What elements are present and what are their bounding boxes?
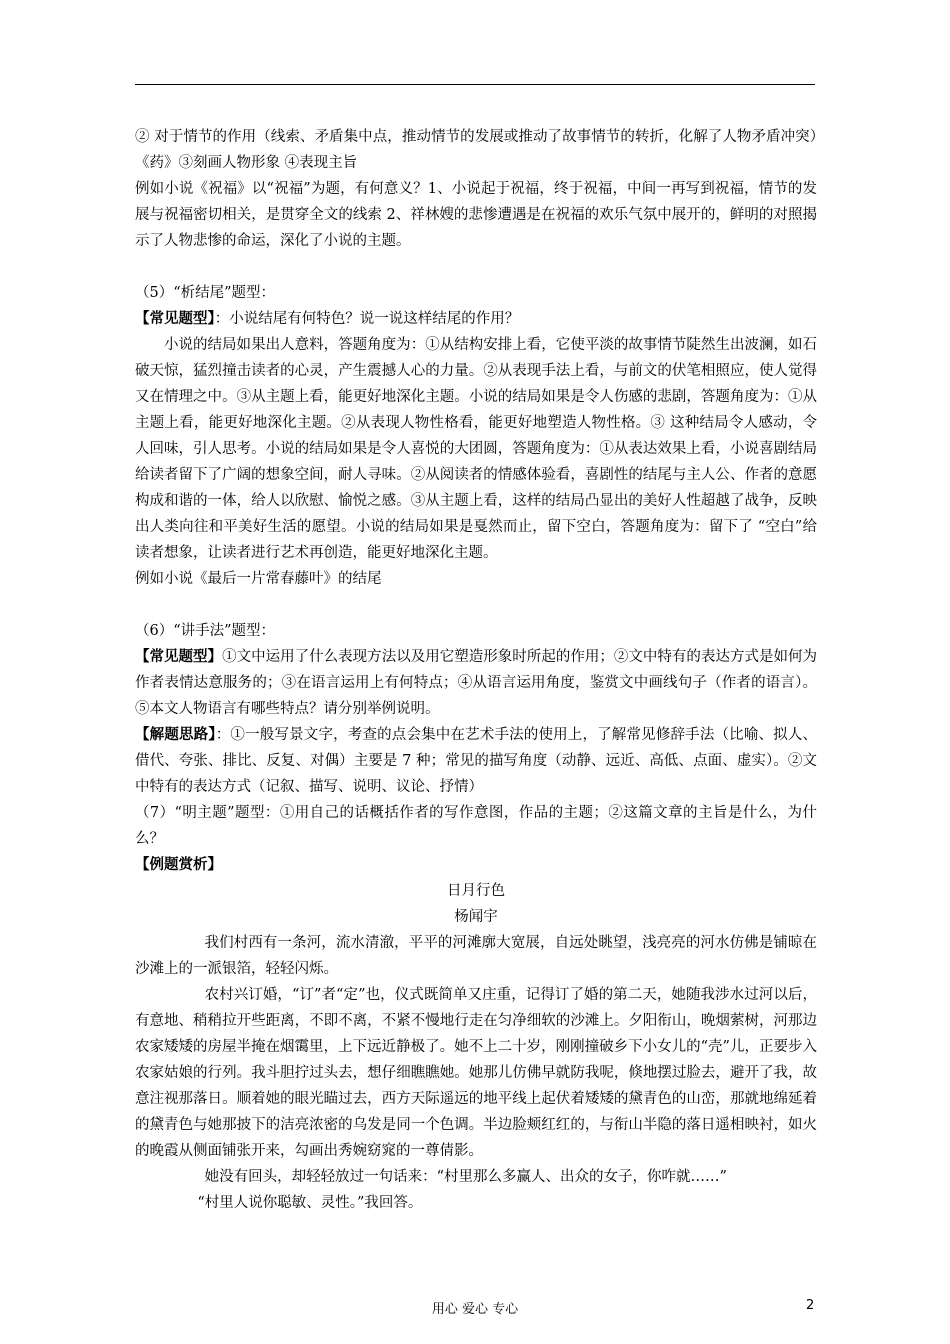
spacer bbox=[135, 592, 817, 618]
article-author: 杨闻宇 bbox=[454, 909, 498, 925]
example-analysis-heading: 【例题赏析】 bbox=[135, 856, 222, 873]
article-title: 日月行色 bbox=[447, 883, 505, 899]
header-rule bbox=[135, 84, 815, 85]
page-number: 2 bbox=[806, 1298, 815, 1313]
common-question-label: 【常见题型】 bbox=[135, 310, 215, 327]
article-paragraph-reply: “村里人说你聪敏、灵性。”我回答。 bbox=[197, 1195, 423, 1211]
approach-label: 【解题思路】 bbox=[135, 726, 216, 743]
section-heading-6: （6）“讲手法”题型： bbox=[135, 623, 276, 639]
article-paragraph-engagement: 农村兴订婚，“订”者“定”也，仪式既简单又庄重，记得订了婚的第二天，她随我涉水过河以后，有意地、稍稍拉开些距离，不即不离，不紧不慢地行走在匀净细软的沙滩上。夕阳衔山，晚烟萦树，河那边农家矮矮的房屋半掩在烟霭里，上下远近静极了。她不上二十岁，刚刚撞破乡下小女儿的“壳”儿，正要步入农家姑娘的行列。我斗胆拧过头去，想仔细瞧瞧她。她那儿仿佛早就防我呢，倏地摆过脸去，避开了我，故意注视那落日。顺着她的眼光瞄过去，西方天际遥远的地平线上起伏着矮矮的黛青色的山峦，那就地绵延着的黛青色与她那披下的洁亮浓密的乌发是同一个色调。半边脸颊红红的，与衔山半隐的落日遥相映衬，如火的晚霞从侧面铺张开来，勾画出秀婉窈窕的一尊倩影。 bbox=[135, 987, 817, 1159]
footer-motto: 用心 爱心 专心 bbox=[431, 1302, 519, 1317]
article-paragraph-river: 我们村西有一条河，流水清澈，平平的河滩廓大宽展，自远处眺望，浅亮亮的河水仿佛是铺晾在沙滩上的一派银箔，轻轻闪烁。 bbox=[135, 935, 817, 977]
document-body bbox=[135, 124, 817, 1216]
section-heading-7: （7）“明主题”题型：①用自己的话概括作者的写作意图，作品的主题；②这篇文章的主旨是什么，为什么？ bbox=[135, 805, 817, 847]
paragraph-example-zhufu: 例如小说《祝福》以“祝福”为题，有何意义？1、小说起于祝福，终于祝福，中间一再写到祝福，情节的发展与祝福密切相关，是贯穿全文的线索 2、祥林嫂的悲惨遭遇是在祝福的欢乐气氛中展开的，鲜明的对照揭示了人物悲惨的命运，深化了小说的主题。 bbox=[135, 181, 817, 249]
approach-6 bbox=[135, 722, 817, 800]
paragraph-title-function: ② 对于情节的作用（线索、矛盾集中点，推动情节的发展或推动了故事情节的转折，化解了人物矛盾冲突）《药》③刻画人物形象 ④表现主旨 bbox=[135, 129, 817, 171]
common-question-6 bbox=[135, 644, 817, 722]
approach-text: ：①一般写景文字，考查的点会集中在艺术手法的使用上，了解常见修辞手法（比喻、拟人、借代、夸张、排比、反复、对偶）主要是 7 种；常见的描写角度（动静、远近、高低、点面、虚实）。②文中特有的表达方式（记叙、描写、说明、议论、抒情） bbox=[135, 727, 818, 795]
common-question-text: ：小说结尾有何特色？说一说这样结尾的作用？ bbox=[214, 311, 520, 327]
common-question-5 bbox=[135, 306, 817, 332]
article-paragraph-her-words: 她没有回头，却轻轻放过一句话来：“村里那么多赢人、出众的女子，你咋就……” bbox=[204, 1169, 727, 1185]
paragraph-example-ivy-leaf: 例如小说《最后一片常春藤叶》的结尾 bbox=[135, 571, 382, 587]
section-heading-5: （5）“析结尾”题型： bbox=[135, 285, 276, 301]
common-question-label: 【常见题型】 bbox=[135, 648, 223, 665]
common-question-text: ①文中运用了什么表现方法以及用它塑造形象时所起的作用；②文中特有的表达方式是如何为作者表情达意服务的；③在语言运用上有何特点；④从语言运用角度，鉴赏文中画线句子（作者的语言）。⑤本文人物语言有哪些特点？请分别举例说明。 bbox=[135, 649, 818, 717]
spacer bbox=[135, 254, 817, 280]
paragraph-ending-analysis: 小说的结局如果出人意料，答题角度为：①从结构安排上看，它使平淡的故事情节陡然生出波澜，如石破天惊，猛烈撞击读者的心灵，产生震撼人心的力量。②从表现手法上看，与前文的伏笔相照应，使人觉得又在情理之中。③从主题上看，能更好地深化主题。小说的结局如果是令人伤感的悲剧，答题角度为：①从主题上看，能更好地深化主题。②从表现人物性格看，能更好地塑造人物性格。③ 这种结局令人感动，令人回味，引人思考。小说的结局如果是令人喜悦的大团圆，答题角度为：①从表达效果上看，小说喜剧结局给读者留下了广阔的想象空间，耐人寻味。②从阅读者的情感体验看，喜剧性的结尾与主人公、作者的意愿构成和谐的一体，给人以欣慰、愉悦之感。③从主题上看，这样的结局凸显出的美好人性超越了战争，反映出人类向往和平美好生活的愿望。小说的结局如果是戛然而止，留下空白，答题角度为：留下了 “空白”给读者想象，让读者进行艺术再创造，能更好地深化主题。 bbox=[135, 337, 817, 561]
